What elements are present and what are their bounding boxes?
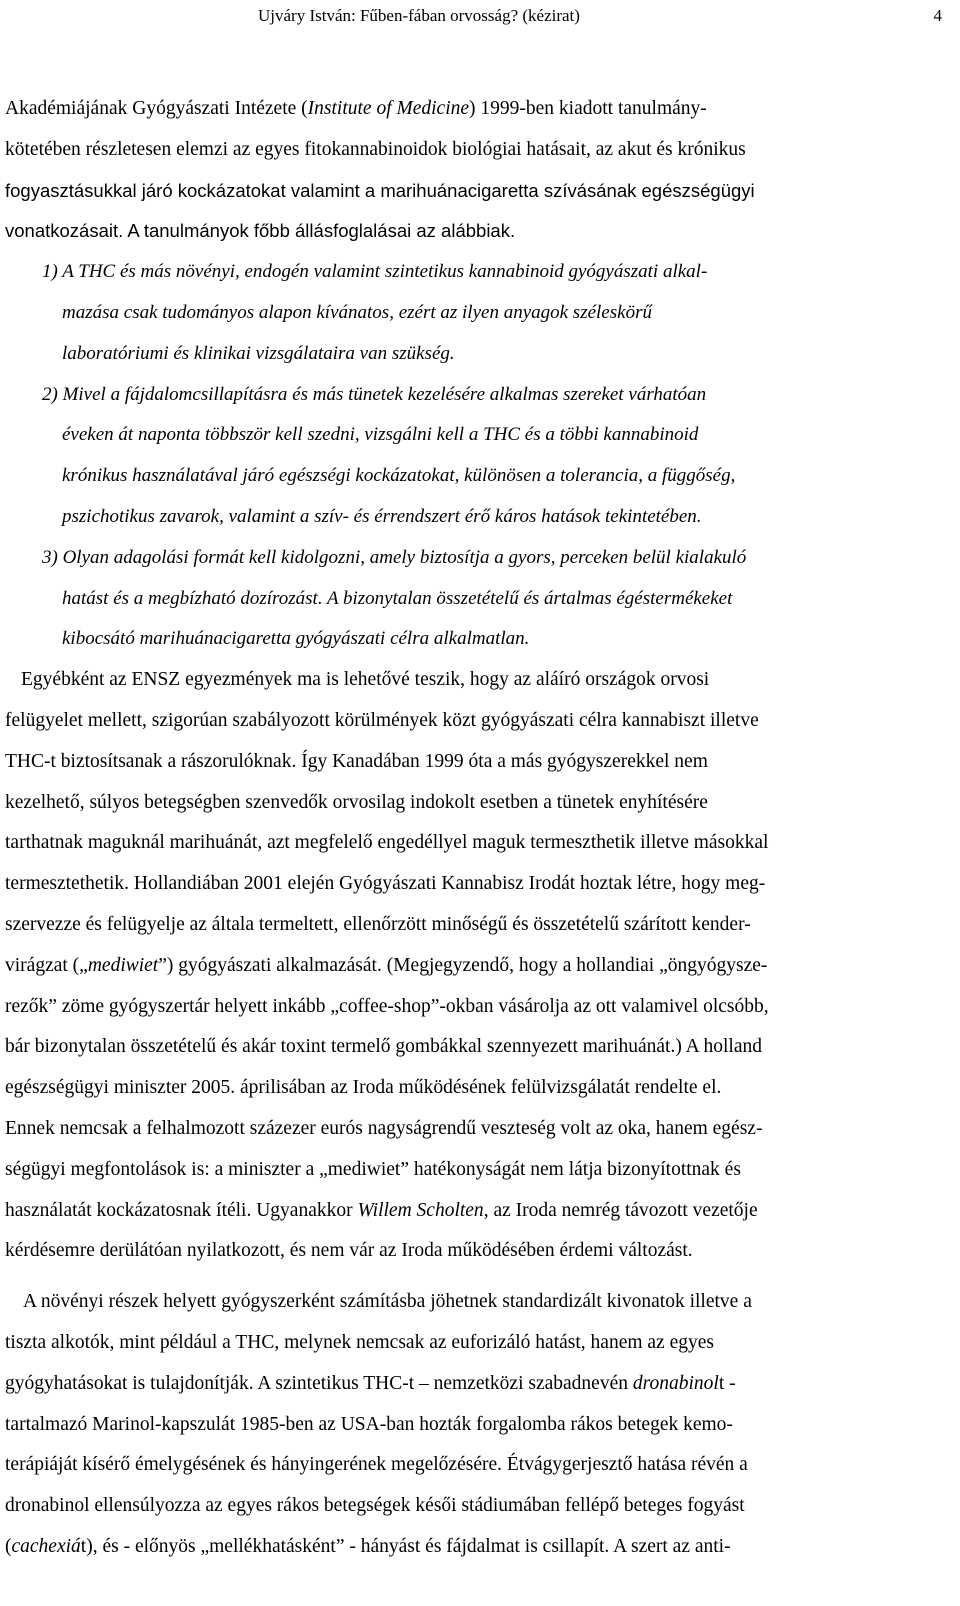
text-line: virágzat („mediwiet”) gyógyászati alkalmazását. (Megjegyzendő, hogy a hollandiai „öngyógysze- xyxy=(5,954,768,976)
paragraph-intro xyxy=(5,89,925,252)
text-line: kezelhető, súlyos betegségben szenvedők orvosilag indokolt esetben a tünetek enyhítésére xyxy=(5,791,708,813)
text-line: (cachexiát), és - előnyös „mellékhatásként” - hányást és fájdalmat is csillapít. A szert az anti- xyxy=(5,1535,731,1557)
text-line: használatát kockázatosnak ítéli. Ugyanakkor Willem Scholten, az Iroda nemrég távozott vezetője xyxy=(5,1199,758,1221)
text-line: dronabinol ellensúlyozza az egyes rákos betegségek késői stádiumában fellépő beteges fogyást xyxy=(5,1495,745,1517)
text-line: pszichotikus zavarok, valamint a szív- és érrendszert érő káros hatások tekintetében. xyxy=(62,505,702,527)
text-line: ségügyi megfontolások is: a miniszter a „mediwiet” hatékonyságát nem látja bizonyítottnak és xyxy=(5,1158,741,1180)
text-line: tartalmazó Marinol-kapszulát 1985-ben az USA-ban hozták forgalomba rákos betegek kemo- xyxy=(5,1413,733,1435)
text-line: terápiáját kísérő émelygésének és hányingerének megelőzésére. Étvágygerjesztő hatása révén a xyxy=(5,1454,748,1476)
text-line: mazása csak tudományos alapon kívánatos, ezért az ilyen anyagok széleskörű xyxy=(62,301,652,323)
finding-item-2 xyxy=(5,375,925,538)
text-line: rezők” zöme gyógyszertár helyett inkább „coffee-shop”-okban vásárolja az ott valamivel olcsóbb, xyxy=(5,995,769,1017)
paragraph-gap xyxy=(5,1272,925,1282)
text-line: hatást és a megbízható dozírozást. A bizonytalan összetételű és ártalmas égéstermékeket xyxy=(62,587,733,609)
text-line: 3) Olyan adagolási formát kell kidolgozni, amely biztosítja a gyors, perceken belül kialakuló xyxy=(42,546,747,568)
text-line: gyógyhatásokat is tulajdonítják. A szintetikus THC-t – nemzetközi szabadnevén dronabinolt - xyxy=(5,1372,736,1394)
text-line: egészségügyi miniszter 2005. áprilisában az Iroda működésének felülvizsgálatát rendelte el. xyxy=(5,1077,722,1099)
text-line: laboratóriumi és klinikai vizsgálataira van szükség. xyxy=(62,342,455,364)
text-line: kibocsátó marihuánacigaretta gyógyászati célra alkalmatlan. xyxy=(62,628,530,650)
text-line: fogyasztásukkal járó kockázatokat valamint a marihuánacigaretta szívásának egészségügyi xyxy=(5,179,755,201)
running-header: Ujváry István: Fűben-fában orvosság? (kézirat) xyxy=(258,6,580,25)
text-line: Ennek nemcsak a felhalmozott százezer eurós nagyságrendű veszteség volt az oka, hanem egész- xyxy=(5,1117,763,1139)
text-line: krónikus használatával járó egészségi kockázatokat, különösen a tolerancia, a függőség, xyxy=(62,465,736,487)
text-line: Akadémiájának Gyógyászati Intézete (Institute of Medicine) 1999-ben kiadott tanulmány- xyxy=(5,98,707,119)
text-line: felügyelet mellett, szigorúan szabályozott körülmények közt gyógyászati célra kannabiszt illetve xyxy=(5,709,759,731)
text-line: kötetében részletesen elemzi az egyes fitokannabinoidok biológiai hatásait, az akut és krónikus xyxy=(5,138,746,160)
text-line: szervezze és felügyelje az általa termeltett, ellenőrzött minőségű és összetételű szárított kender- xyxy=(5,913,751,935)
text-line: A növényi részek helyett gyógyszerként számításba jöhetnek standardizált kivonatok illetve a xyxy=(23,1291,752,1313)
text-line: tiszta alkotók, mint például a THC, melynek nemcsak az euforizáló hatást, hanem az egyes xyxy=(5,1331,714,1353)
text-line: bár bizonytalan összetételű és akár toxint termelő gombákkal szennyezett marihuánát.) A holland xyxy=(5,1036,762,1058)
paragraph-standardized-extracts xyxy=(5,1282,925,1568)
finding-item-1 xyxy=(5,252,925,374)
text-line: Egyébként az ENSZ egyezmények ma is lehetővé teszik, hogy az aláíró országok orvosi xyxy=(21,669,710,691)
paragraph-un-conventions xyxy=(5,660,925,1272)
finding-item-3 xyxy=(5,538,925,660)
text-line: tarthatnak maguknál marihuánát, azt megfelelő engedéllyel maguk termeszthetik illetve másokkal xyxy=(5,832,769,854)
text-line: vonatkozásait. A tanulmányok főbb állásfoglalásai az alábbiak. xyxy=(5,220,516,242)
page-number: 4 xyxy=(933,6,942,25)
text-line: 1) A THC és más növényi, endogén valamint szintetikus kannabinoid gyógyászati alkal- xyxy=(42,261,708,283)
text-line: THC-t biztosítsanak a rászorulóknak. Így Kanadában 1999 óta a más gyógyszerekkel nem xyxy=(5,750,708,772)
text-body xyxy=(5,89,925,1568)
text-line: termesztethetik. Hollandiában 2001 elején Gyógyászati Kannabisz Irodát hoztak létre, hogy meg- xyxy=(5,873,766,895)
text-line: 2) Mivel a fájdalomcsillapításra és más tünetek kezelésére alkalmas szereket várhatóan xyxy=(42,383,707,405)
text-line: éveken át naponta többször kell szedni, vizsgálni kell a THC és a többi kannabinoid xyxy=(62,424,699,446)
text-line: kérdésemre derülátóan nyilatkozott, és nem vár az Iroda működésében érdemi változást. xyxy=(5,1240,693,1262)
